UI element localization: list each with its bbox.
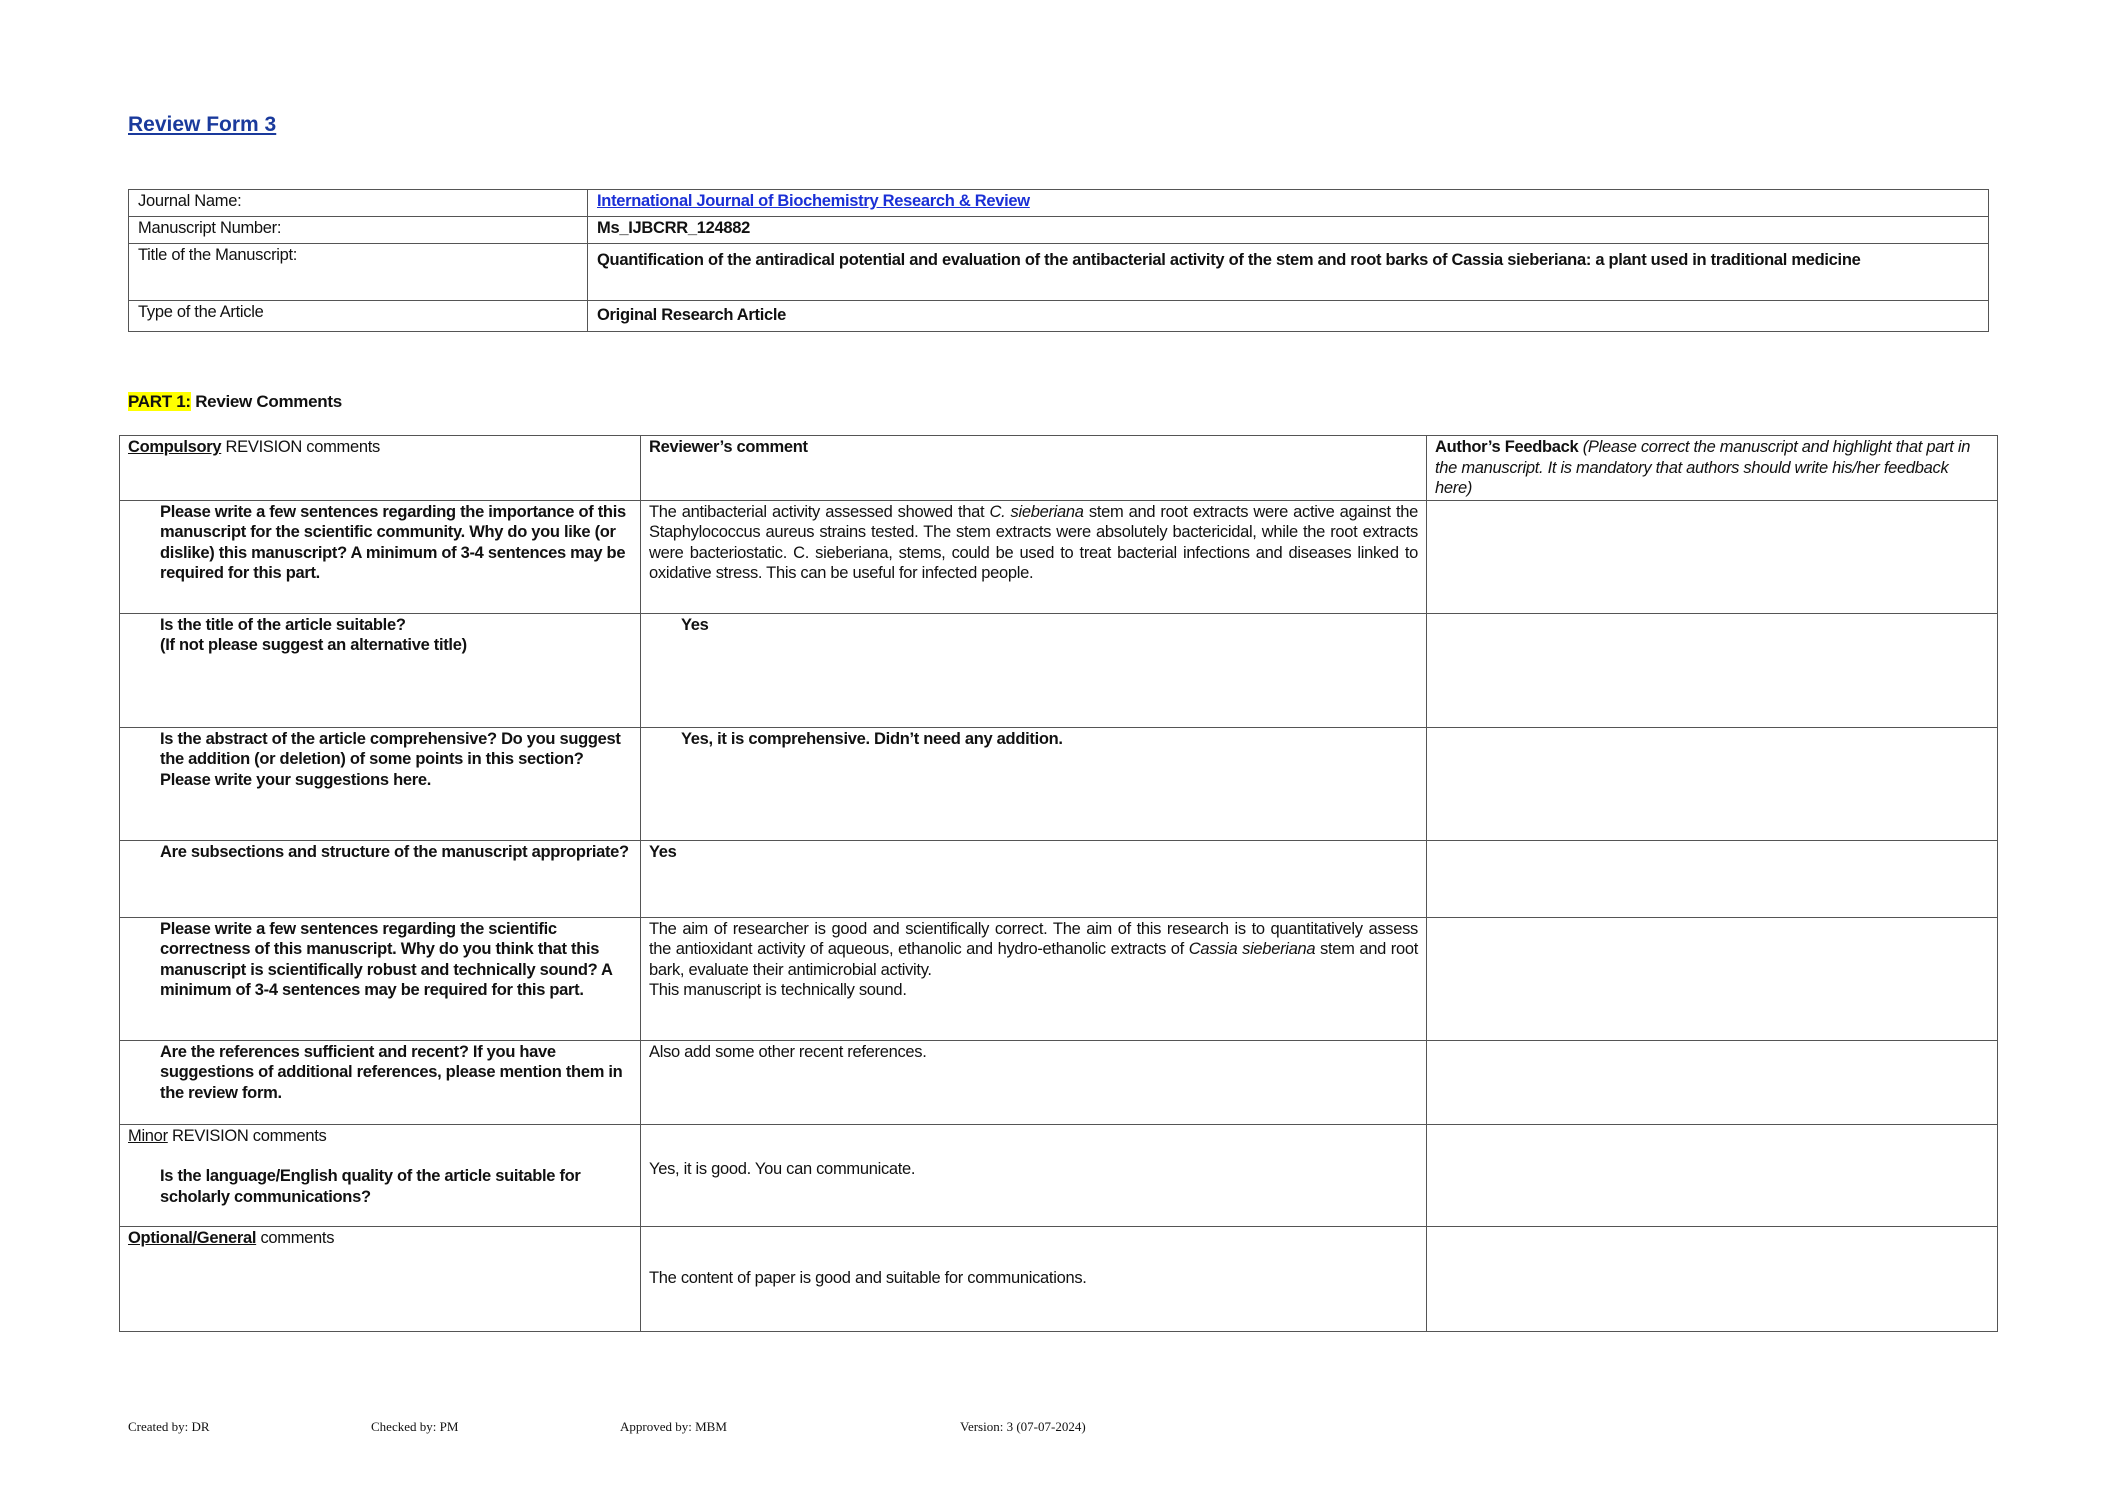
- table-row: [120, 917, 1998, 1040]
- created-by: Created by: DR: [128, 1419, 210, 1434]
- question: Are the references sufficient and recent? If you have suggestions of additional references, please mention them in the review form.: [120, 1040, 641, 1124]
- author-feedback-cell[interactable]: [1427, 613, 1998, 727]
- table-row: [120, 727, 1998, 840]
- author-feedback-cell[interactable]: [1427, 840, 1998, 917]
- question: Please write a few sentences regarding the importance of this manuscript for the scientific community. Why do you like (or dislike) this manuscript? A minimum of 3-4 sentences may be required for this part.: [120, 500, 641, 613]
- author-feedback-cell[interactable]: [1427, 1040, 1998, 1124]
- author-feedback-cell[interactable]: [1427, 1124, 1998, 1226]
- minor-rest: REVISION comments: [167, 1126, 327, 1145]
- reviewer-comment[interactable]: The aim of researcher is good and scientifically correct. The aim of this research is to quantitatively assess the antioxidant activity of aqueous, ethanolic and hydro-ethanolic extracts of Cassia sieberiana stem and root bark, evaluate their antimicrobial activity. This manuscript is technically sound.: [641, 917, 1427, 1040]
- article-type: Original Research Article: [597, 306, 787, 324]
- journal-link[interactable]: International Journal of Biochemistry Research & Review: [597, 192, 1030, 210]
- question: Is the language/English quality of the article suitable for scholarly communications?: [160, 1167, 581, 1206]
- approved-by: Approved by: MBM: [620, 1419, 727, 1434]
- reviewer-comment-header: Reviewer’s comment: [649, 438, 808, 456]
- checked-by: Checked by: PM: [371, 1419, 459, 1434]
- journal-label: Journal Name:: [129, 190, 588, 217]
- part-heading: [128, 392, 342, 412]
- author-feedback-cell[interactable]: [1427, 1226, 1998, 1331]
- reviewer-comment[interactable]: The content of paper is good and suitable for communications.: [641, 1226, 1427, 1331]
- question: Please write a few sentences regarding the scientific correctness of this manuscript. Why do you think that this manuscript is scientifically robust and technically sound? A minimum of 3-4 sentences may be required for this part.: [120, 917, 641, 1040]
- question: Is the abstract of the article comprehensive? Do you suggest the addition (or deletion) of some points in this section? Please write your suggestions here.: [120, 727, 641, 840]
- manuscript-title: Quantification of the antiradical potential and evaluation of the antibacterial activity of the stem and root barks of Cassia sieberiana: a plant used in traditional medicine: [597, 251, 1861, 269]
- reviewer-comment[interactable]: Yes: [681, 615, 709, 634]
- table-row: [120, 1040, 1998, 1124]
- manuscript-number: Ms_IJBCRR_124882: [597, 219, 750, 237]
- table-row: [120, 840, 1998, 917]
- type-label: Type of the Article: [129, 301, 588, 332]
- minor-label: Minor: [128, 1126, 168, 1145]
- form-title[interactable]: Review Form 3: [128, 113, 277, 136]
- author-feedback-note: (Please correct the manuscript and highlight that part in the manuscript. It is mandatory that authors should write his/her feedback here): [1435, 438, 1971, 497]
- author-feedback-cell[interactable]: [1427, 727, 1998, 840]
- reviewer-comment[interactable]: Yes, it is comprehensive. Didn’t need any addition.: [681, 729, 1063, 748]
- table-header-row: [120, 436, 1998, 501]
- review-comments-table: [119, 435, 1998, 1332]
- question: Is the title of the article suitable? (If not please suggest an alternative title): [120, 613, 641, 727]
- optional-rest: comments: [256, 1228, 335, 1247]
- reviewer-comment[interactable]: The antibacterial activity assessed showed that C. sieberiana stem and root extracts were active against the Staphylococcus aureus strains tested. The stem extracts were absolutely bactericidal, while the root extracts were bacteriostatic. C. sieberiana, stems, could be used to treat bacterial infections and diseases linked to oxidative stress. This can be useful for infected people.: [641, 500, 1427, 613]
- reviewer-comment[interactable]: Also add some other recent references.: [641, 1040, 1427, 1124]
- table-row: [120, 613, 1998, 727]
- optional-comments-row: [120, 1226, 1998, 1331]
- title-label: Title of the Manuscript:: [129, 244, 588, 301]
- manuscript-label: Manuscript Number:: [129, 217, 588, 244]
- reviewer-comment[interactable]: Yes: [649, 842, 677, 861]
- manuscript-info-table: [128, 189, 1989, 332]
- author-feedback-cell[interactable]: [1427, 500, 1998, 613]
- compulsory-rest: REVISION comments: [221, 438, 380, 456]
- part-label: PART 1:: [128, 392, 191, 411]
- compulsory-label: Compulsory: [128, 438, 222, 456]
- author-feedback-cell[interactable]: [1427, 917, 1998, 1040]
- question: Are subsections and structure of the manuscript appropriate?: [120, 840, 641, 917]
- author-feedback-header: Author’s Feedback: [1435, 438, 1579, 456]
- minor-revision-row: [120, 1124, 1998, 1226]
- optional-label: Optional/General: [128, 1228, 257, 1247]
- reviewer-comment[interactable]: Yes, it is good. You can communicate.: [641, 1124, 1427, 1226]
- table-row: [120, 500, 1998, 613]
- version: Version: 3 (07-07-2024): [960, 1419, 1086, 1434]
- part-title: Review Comments: [190, 392, 342, 411]
